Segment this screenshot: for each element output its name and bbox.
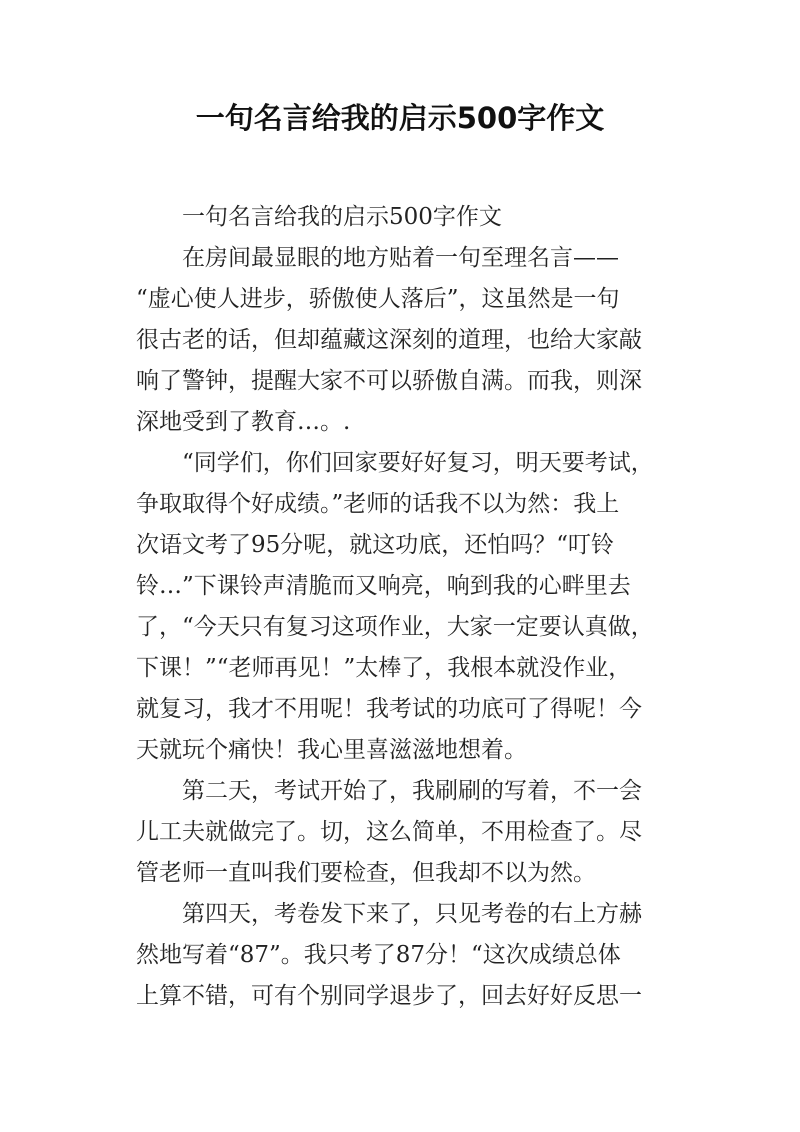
text-line: 第二天，考试开始了，我刷刷的写着，不一会 — [182, 778, 642, 804]
text-line: 深地受到了教育…。. — [136, 409, 351, 435]
document-title: 一句名言给我的启示500字作文 — [195, 101, 605, 135]
text-line: 一句名言给我的启示500字作文 — [182, 204, 502, 230]
text-line: 响了警钟，提醒大家不可以骄傲自满。而我，则深 — [136, 368, 642, 394]
text-line: 管老师一直叫我们要检查，但我却不以为然。 — [136, 860, 596, 886]
text-line: 儿工夫就做完了。切，这么简单，不用检查了。尽 — [136, 819, 642, 845]
text-line: 铃…”下课铃声清脆而又响亮，响到我的心畔里去 — [136, 573, 631, 599]
text-line: 次语文考了95分呢，就这功底，还怕吗？“叮铃 — [136, 532, 615, 558]
text-line: 上算不错，可有个别同学退步了，回去好好反思一 — [136, 983, 642, 1009]
text-line: 在房间最显眼的地方贴着一句至理名言—— — [182, 245, 619, 271]
text-line: 争取取得个好成绩。”老师的话我不以为然：我上 — [136, 491, 620, 517]
text-line: “虚心使人进步，骄傲使人落后”，这虽然是一句 — [136, 286, 620, 312]
paragraph-2 — [136, 443, 664, 771]
paragraph-subtitle — [136, 197, 664, 238]
text-line: 很古老的话，但却蕴藏这深刻的道理，也给大家敲 — [136, 327, 642, 353]
text-line: 天就玩个痛快！我心里喜滋滋地想着。 — [136, 737, 527, 763]
text-line: 了，“今天只有复习这项作业，大家一定要认真做， — [136, 614, 654, 640]
paragraph-1 — [136, 238, 664, 443]
text-line: “同学们，你们回家要好好复习，明天要考试， — [182, 450, 654, 476]
paragraph-4 — [136, 894, 664, 1017]
paragraph-3 — [136, 771, 664, 894]
text-line: 下课！”“老师再见！”太棒了，我根本就没作业， — [136, 655, 632, 681]
text-line: 然地写着“87”。我只考了87分！“这次成绩总体 — [136, 942, 621, 968]
text-line: 就复习，我才不用呢！我考试的功底可了得呢！今 — [136, 696, 642, 722]
text-line: 第四天，考卷发下来了，只见考卷的右上方赫 — [182, 901, 642, 927]
document-body — [136, 197, 664, 1017]
